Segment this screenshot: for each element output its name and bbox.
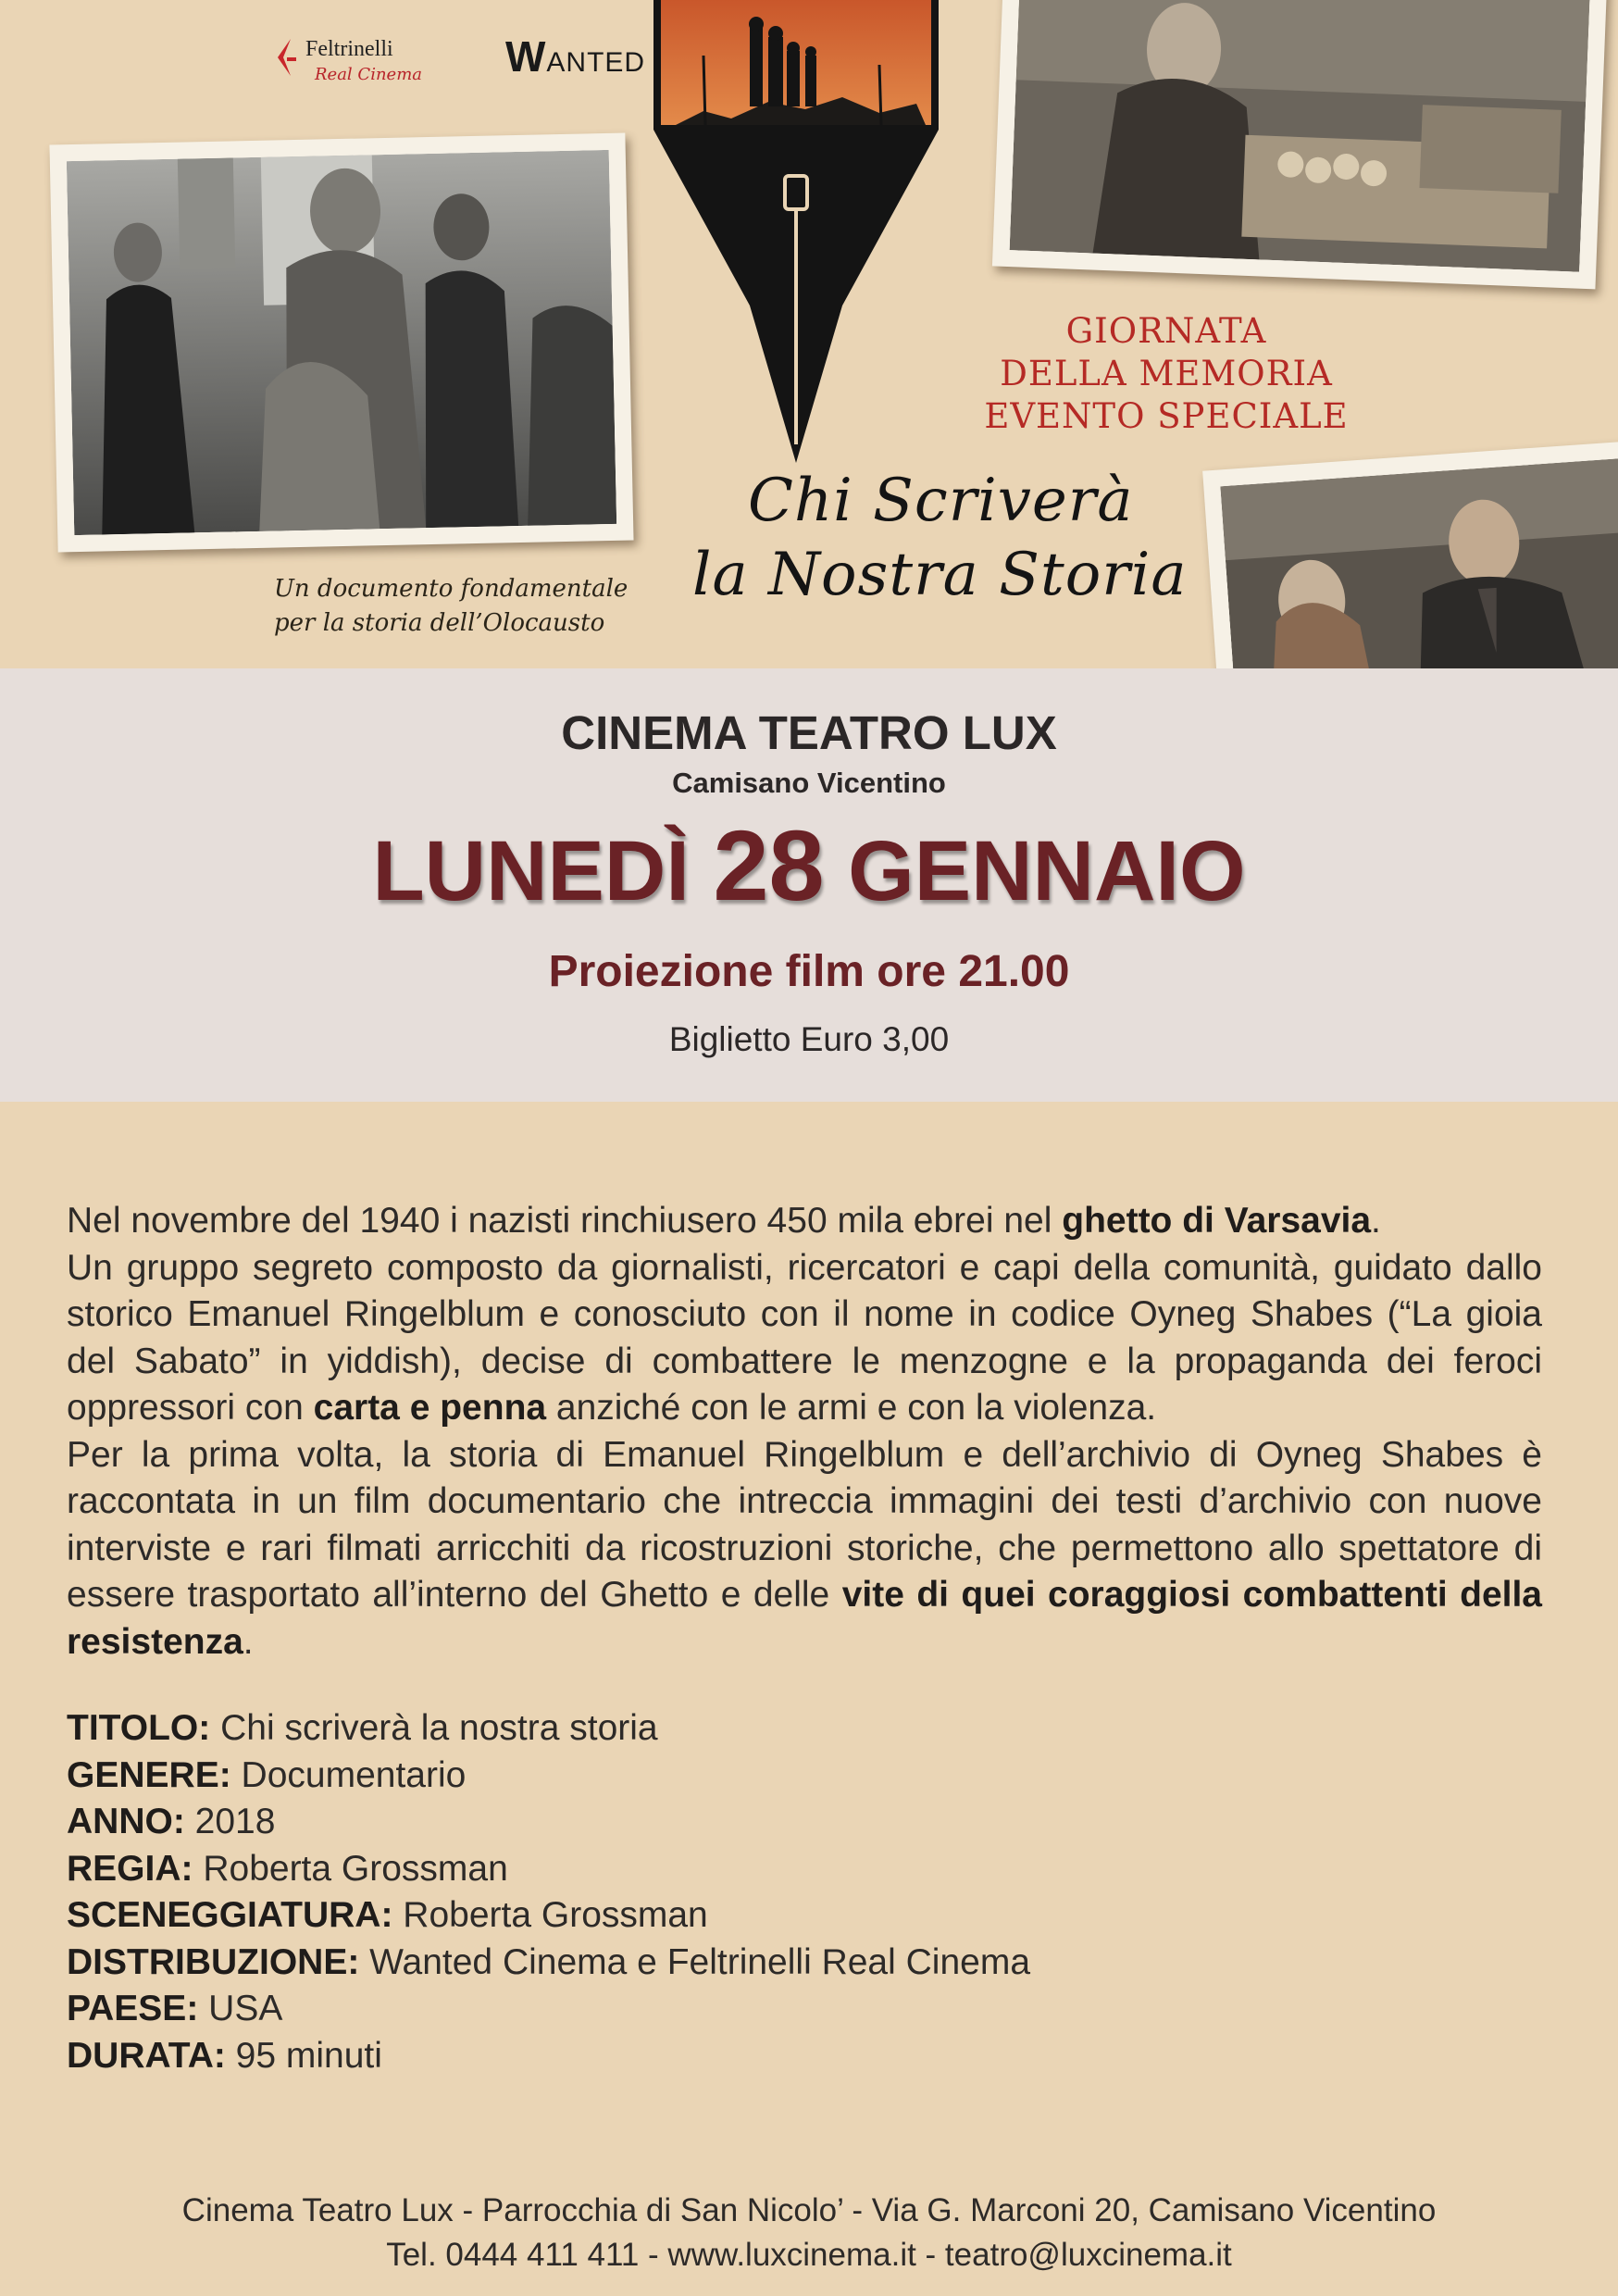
synopsis-text: Un gruppo segreto composto da giornalisti, ricercatori e capi della comunità, guidato dallo storico Emanuel Ringelblum e conosciuto con il nome in codice Oyneg Shabes (“La gioia del Sabato” in yiddish), decise di combattere le menzogne e la propaganda dei feroci oppressori con (67, 1247, 1542, 1428)
screening-time: Proiezione film ore 21.00 (548, 947, 1070, 996)
man-girl-image (1220, 458, 1618, 668)
spec-value: Roberta Grossman (193, 1848, 508, 1889)
wanted-initial: W (505, 32, 547, 81)
footer-contacts (0, 2189, 1618, 2277)
synopsis-highlight: vite di quei coraggiosi combattenti della resistenza (67, 1575, 1542, 1662)
tagline-line1: GIORNATA (1065, 311, 1267, 351)
synopsis-text: anziché con le armi e con la violenza. (546, 1388, 1157, 1428)
spec-key: ANNO: (67, 1802, 185, 1841)
pen-nib-illustration (648, 0, 944, 481)
spec-key: DISTRIBUZIONE: (67, 1941, 360, 1982)
spec-key: SCENEGGIATURA: (67, 1895, 393, 1935)
ghetto-women-image (67, 150, 616, 535)
feltrinelli-name: Feltrinelli (305, 37, 393, 61)
tagline-line3: EVENTO SPECIALE (984, 396, 1349, 436)
spec-row (67, 2033, 1030, 2080)
photo-girl-with-basket (992, 0, 1607, 289)
hero-subtitle-line2: per la storia dell’Olocausto (274, 609, 605, 637)
footer-address: Cinema Teatro Lux - Parrocchia di San Nicolo’ - Via G. Marconi 20, Camisano Vicentino (181, 2192, 1437, 2228)
synopsis-paragraph-1 (67, 1198, 1542, 1245)
wanted-rest: ANTED (546, 47, 646, 78)
feltrinelli-logo (274, 33, 422, 98)
film-title-line1: Chi Scriverà (748, 467, 1134, 535)
event-date (0, 807, 1618, 923)
event-month: GENNAIO (848, 824, 1246, 918)
spec-value: 95 minuti (225, 2035, 382, 2076)
venue-name: CINEMA TEATRO LUX (561, 706, 1057, 759)
footer-phone-web-email: Tel. 0444 411 411 - www.luxcinema.it - teatro@luxcinema.it (386, 2237, 1232, 2273)
synopsis-text: Nel novembre del 1940 i nazisti rinchiusero 450 mila ebrei nel (67, 1201, 1063, 1241)
spec-row (67, 1753, 1030, 1800)
spec-row (67, 1705, 1030, 1753)
wanted-logo (505, 31, 645, 81)
hero-banner (0, 0, 1618, 668)
venue-town: Camisano Vicentino (672, 767, 946, 799)
synopsis-highlight: ghetto di Varsavia (1062, 1201, 1372, 1241)
ticket-price: Biglietto Euro 3,00 (668, 1020, 950, 1058)
photo-man-and-girl (1202, 441, 1618, 668)
hero-subtitle-line1: Un documento fondamentale (274, 575, 629, 603)
spec-row (67, 1892, 1030, 1940)
spec-key: DURATA: (67, 2035, 226, 2076)
spec-row (67, 1846, 1030, 1893)
synopsis-highlight: carta e penna (313, 1388, 547, 1428)
spec-value: Documentario (230, 1754, 467, 1795)
spec-value: Chi scriverà la nostra storia (210, 1708, 658, 1748)
spec-row (67, 1799, 1030, 1846)
spec-key: TITOLO: (67, 1708, 211, 1748)
synopsis-text: . (1371, 1201, 1381, 1241)
tagline-line2: DELLA MEMORIA (1000, 354, 1333, 393)
spec-key: GENERE: (67, 1754, 231, 1795)
tagline-memory-day (981, 310, 1351, 438)
spec-key: PAESE: (67, 1989, 199, 2028)
film-title-line2: la Nostra Storia (692, 541, 1188, 609)
synopsis-paragraph-2 (67, 1245, 1542, 1432)
synopsis-paragraph-3 (67, 1432, 1542, 1666)
hero-subtitle (274, 572, 628, 641)
spec-value: Roberta Grossman (392, 1895, 708, 1935)
synopsis-text: . (243, 1621, 254, 1662)
spec-value: Wanted Cinema e Feltrinelli Real Cinema (359, 1941, 1031, 1982)
girl-basket-image (1010, 0, 1590, 272)
photo-ghetto-women (49, 133, 633, 553)
event-info-band (0, 668, 1618, 1102)
spec-row (67, 1940, 1030, 1987)
spec-key: REGIA: (67, 1848, 193, 1889)
spec-value: USA (198, 1989, 283, 2028)
feltrinelli-f-icon (274, 37, 300, 89)
feltrinelli-sub: Real Cinema (315, 65, 422, 84)
film-specs (67, 1705, 1030, 2079)
synopsis-text: Per la prima volta, la storia di Emanuel Ringelblum e dell’archivio di Oyneg Shabes è raccontata in un film documentario che intreccia immagini dei testi d’archivio con nuove interviste e rari filmati arricchiti da ricostruzioni storiche, che permettono allo spettatore di essere trasportato all’interno del Ghetto e delle (67, 1434, 1542, 1615)
spec-value: 2018 (184, 1802, 276, 1841)
event-weekday: LUNEDÌ (372, 824, 690, 918)
synopsis (67, 1198, 1542, 1666)
event-day: 28 (713, 809, 825, 921)
spec-row (67, 1986, 1030, 2033)
